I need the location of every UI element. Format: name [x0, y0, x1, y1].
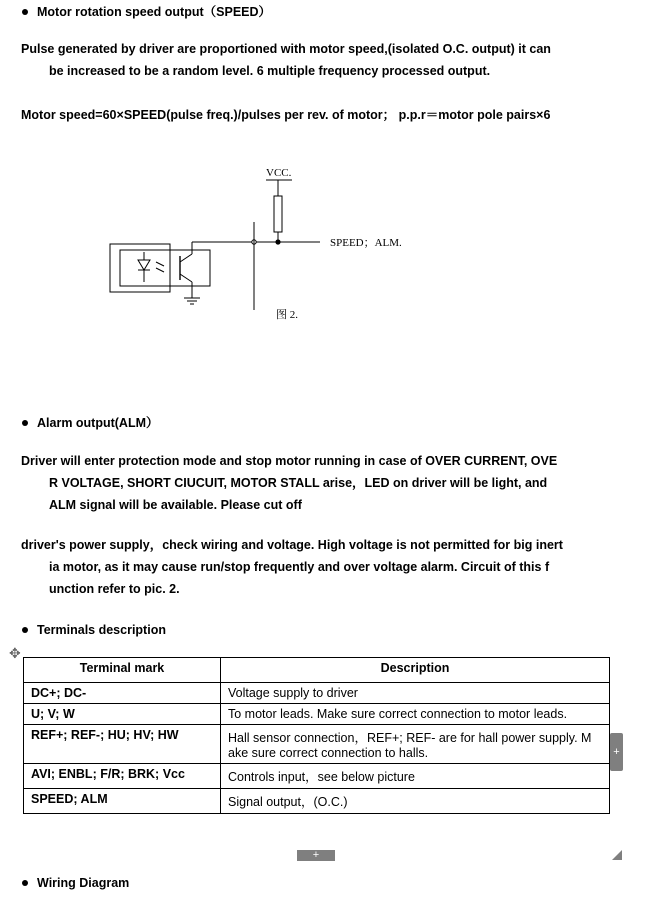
description-cell: Controls input，see below picture	[221, 764, 610, 789]
table-header-row	[24, 658, 610, 683]
light-arrow	[156, 262, 164, 266]
section-heading-text: Alarm output(ALM）	[37, 416, 159, 430]
section-heading-text: Motor rotation speed output（SPEED）	[37, 5, 272, 19]
add-row-plus-icon[interactable]: +	[297, 850, 335, 861]
transistor-emitter	[180, 274, 192, 282]
section-heading-text: Wiring Diagram	[37, 876, 130, 890]
table-header-terminal-mark: Terminal mark	[24, 658, 221, 683]
figure-caption: 图 2.	[276, 309, 298, 321]
move-handle-icon[interactable]: ✥	[9, 645, 21, 661]
table-header-description: Description	[221, 658, 610, 683]
description-cell: Signal output，(O.C.)	[221, 789, 610, 814]
table-row	[24, 764, 610, 789]
bullet-icon	[22, 9, 28, 15]
light-arrow	[156, 268, 164, 272]
description-cell: To motor leads. Make sure correct connection to motor leads.	[221, 704, 610, 725]
paragraph-alarm-description	[21, 450, 586, 516]
description-cell: Voltage supply to driver	[221, 683, 610, 704]
resize-handle-icon[interactable]	[612, 850, 622, 860]
section-heading-speed	[22, 2, 271, 20]
section-heading-terminals	[22, 623, 166, 637]
terminal-mark-cell: U; V; W	[24, 704, 221, 725]
paragraph-line: driver's power supply，check wiring and voltage. High voltage is not permitted for big inert	[21, 538, 563, 552]
optocoupler-box	[120, 250, 210, 286]
pullup-resistor	[274, 196, 282, 232]
paragraph-speed-description	[21, 38, 586, 82]
led-symbol	[138, 260, 150, 270]
description-line: ake sure correct connection to halls.	[228, 746, 429, 760]
description-line: Hall sensor connection，REF+; REF- are for hall power supply. M	[228, 731, 592, 745]
transistor-collector	[180, 254, 192, 262]
bullet-icon	[22, 880, 28, 886]
terminals-table	[23, 657, 610, 814]
section-heading-alarm	[22, 413, 159, 431]
paragraph-line: R VOLTAGE, SHORT CIUCUIT, MOTOR STALL arise，LED on driver will be light, and	[49, 476, 548, 490]
table-row	[24, 683, 610, 704]
vcc-label: VCC.	[266, 167, 292, 179]
section-heading-wiring	[22, 876, 129, 890]
speed-formula: Motor speed=60×SPEED(pulse freq.)/pulses per rev. of motor； p.p.r＝motor pole pairs×6	[21, 108, 551, 122]
table-row	[24, 789, 610, 814]
terminal-mark-cell: AVI; ENBL; F/R; BRK; Vcc	[24, 764, 221, 789]
terminal-mark-cell: DC+; DC-	[24, 683, 221, 704]
table-row	[24, 704, 610, 725]
paragraph-line: Pulse generated by driver are proportioned with motor speed,(isolated O.C. output) it can	[21, 42, 551, 56]
section-heading-text: Terminals description	[37, 623, 166, 637]
paragraph-line: Driver will enter protection mode and stop motor running in case of OVER CURRENT, OVE	[21, 454, 558, 468]
junction-dot	[275, 239, 280, 244]
table-row	[24, 725, 610, 764]
terminal-mark-cell: REF+; REF-; HU; HV; HW	[24, 725, 221, 764]
speed-output-circuit-diagram	[100, 160, 430, 330]
bullet-icon	[22, 627, 28, 633]
description-cell	[221, 725, 610, 764]
bullet-icon	[22, 420, 28, 426]
paragraph-line: unction refer to pic. 2.	[49, 582, 180, 596]
paragraph-line: ia motor, as it may cause run/stop frequently and over voltage alarm. Circuit of this f	[49, 560, 550, 574]
terminal-mark-cell: SPEED; ALM	[24, 789, 221, 814]
add-column-plus-icon[interactable]: +	[610, 733, 623, 771]
paragraph-line: ALM signal will be available. Please cut off	[49, 498, 302, 512]
optocoupler-outer-left	[110, 244, 170, 292]
paragraph-alarm-power	[21, 534, 586, 600]
speed-alm-label: SPEED；ALM.	[330, 237, 402, 249]
paragraph-line: be increased to be a random level. 6 multiple frequency processed output.	[49, 64, 491, 78]
